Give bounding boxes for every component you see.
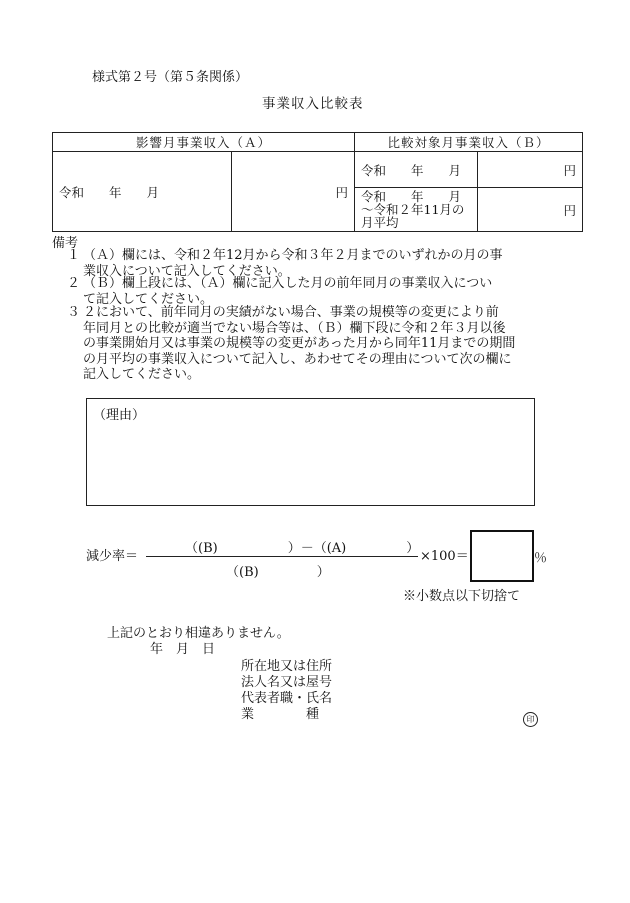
b2-date-line3: 月平均 bbox=[361, 215, 399, 230]
b1-date: 令和 年 月 bbox=[361, 162, 462, 178]
note-2 bbox=[67, 276, 582, 307]
note-text: （Ａ）欄には、令和２年12月から令和３年２月までのいずれかの月の事 bbox=[83, 248, 503, 263]
b1-yen: 円 bbox=[563, 162, 576, 178]
a-date-cell[interactable] bbox=[53, 152, 232, 232]
note-text: 業収入について記入してください。 bbox=[83, 263, 291, 279]
formula-numerator bbox=[185, 537, 419, 556]
note-text: の事業開始月又は事業の規模等の変更があった月から同年11月までの期間 bbox=[83, 336, 516, 351]
industry-label: 業 種 bbox=[241, 707, 320, 722]
denominator-b: （(B) bbox=[226, 565, 259, 580]
numerator-minus-a: ）－（(A) bbox=[287, 541, 347, 556]
times-hundred: ×100＝ bbox=[420, 549, 469, 564]
denominator-close: ） bbox=[316, 565, 330, 580]
note-number: ３ bbox=[67, 305, 81, 320]
fraction-line bbox=[146, 556, 418, 557]
col-a-header: 影響月事業収入（Ａ） bbox=[53, 133, 355, 152]
name-label: 法人名又は屋号 bbox=[241, 675, 333, 690]
col-b-header: 比較対象月事業収入（Ｂ） bbox=[355, 133, 583, 152]
income-comparison-table bbox=[52, 132, 583, 232]
b2-date-cell[interactable] bbox=[355, 188, 478, 232]
address-label: 所在地又は住所 bbox=[241, 659, 333, 674]
note-number: １ bbox=[67, 248, 81, 263]
declaration-text: 上記のとおり相違ありません。 bbox=[107, 626, 290, 641]
numerator-close: ） bbox=[406, 541, 420, 556]
numerator-b: （(B) bbox=[185, 541, 218, 556]
note-number: ２ bbox=[67, 276, 81, 291]
b2-date-line1: 令和 年 月 bbox=[361, 189, 462, 204]
note-text: 記入してください。 bbox=[83, 367, 201, 382]
declaration-date: 年 月 日 bbox=[150, 642, 216, 657]
b2-yen: 円 bbox=[563, 202, 576, 218]
reason-label: （理由） bbox=[93, 408, 146, 423]
note-1 bbox=[67, 248, 582, 279]
note-text: て記入してください。 bbox=[83, 291, 214, 307]
percent-sign: ％ bbox=[534, 551, 548, 566]
note-text: 年同月との比較が適当でない場合等は、（Ｂ）欄下段に令和２年３月以後 bbox=[83, 320, 506, 336]
note-text: の月平均の事業収入について記入し、あわせてその理由について次の欄に bbox=[83, 351, 512, 367]
seal-mark-icon: 印 bbox=[523, 712, 538, 727]
note-text: ２において、前年同月の実績がない場合、事業の規模等の変更により前 bbox=[83, 305, 499, 320]
rounding-note: ※小数点以下切捨て bbox=[403, 589, 521, 604]
form-number: 様式第２号（第５条関係） bbox=[92, 70, 249, 85]
b2-amount-cell[interactable] bbox=[478, 188, 583, 232]
notes-heading: 備考 bbox=[52, 236, 79, 251]
reduction-rate-label: 減少率＝ bbox=[86, 549, 139, 564]
a-amount-cell[interactable] bbox=[231, 152, 354, 232]
b1-date-cell[interactable] bbox=[355, 152, 478, 188]
note-3 bbox=[67, 305, 582, 383]
note-text: （Ｂ）欄上段には、（Ａ）欄に記入した月の前年同月の事業収入につい bbox=[83, 276, 493, 291]
b2-date-line2: ～令和２年11月の bbox=[361, 202, 465, 217]
a-date: 令和 年 月 bbox=[59, 184, 160, 200]
formula-denominator bbox=[226, 561, 330, 580]
representative-label: 代表者職・氏名 bbox=[241, 691, 333, 706]
a-yen: 円 bbox=[335, 184, 348, 200]
page-title: 事業収入比較表 bbox=[262, 96, 364, 112]
b1-amount-cell[interactable] bbox=[478, 152, 583, 188]
result-box[interactable] bbox=[470, 530, 534, 582]
reason-box[interactable] bbox=[86, 398, 535, 506]
